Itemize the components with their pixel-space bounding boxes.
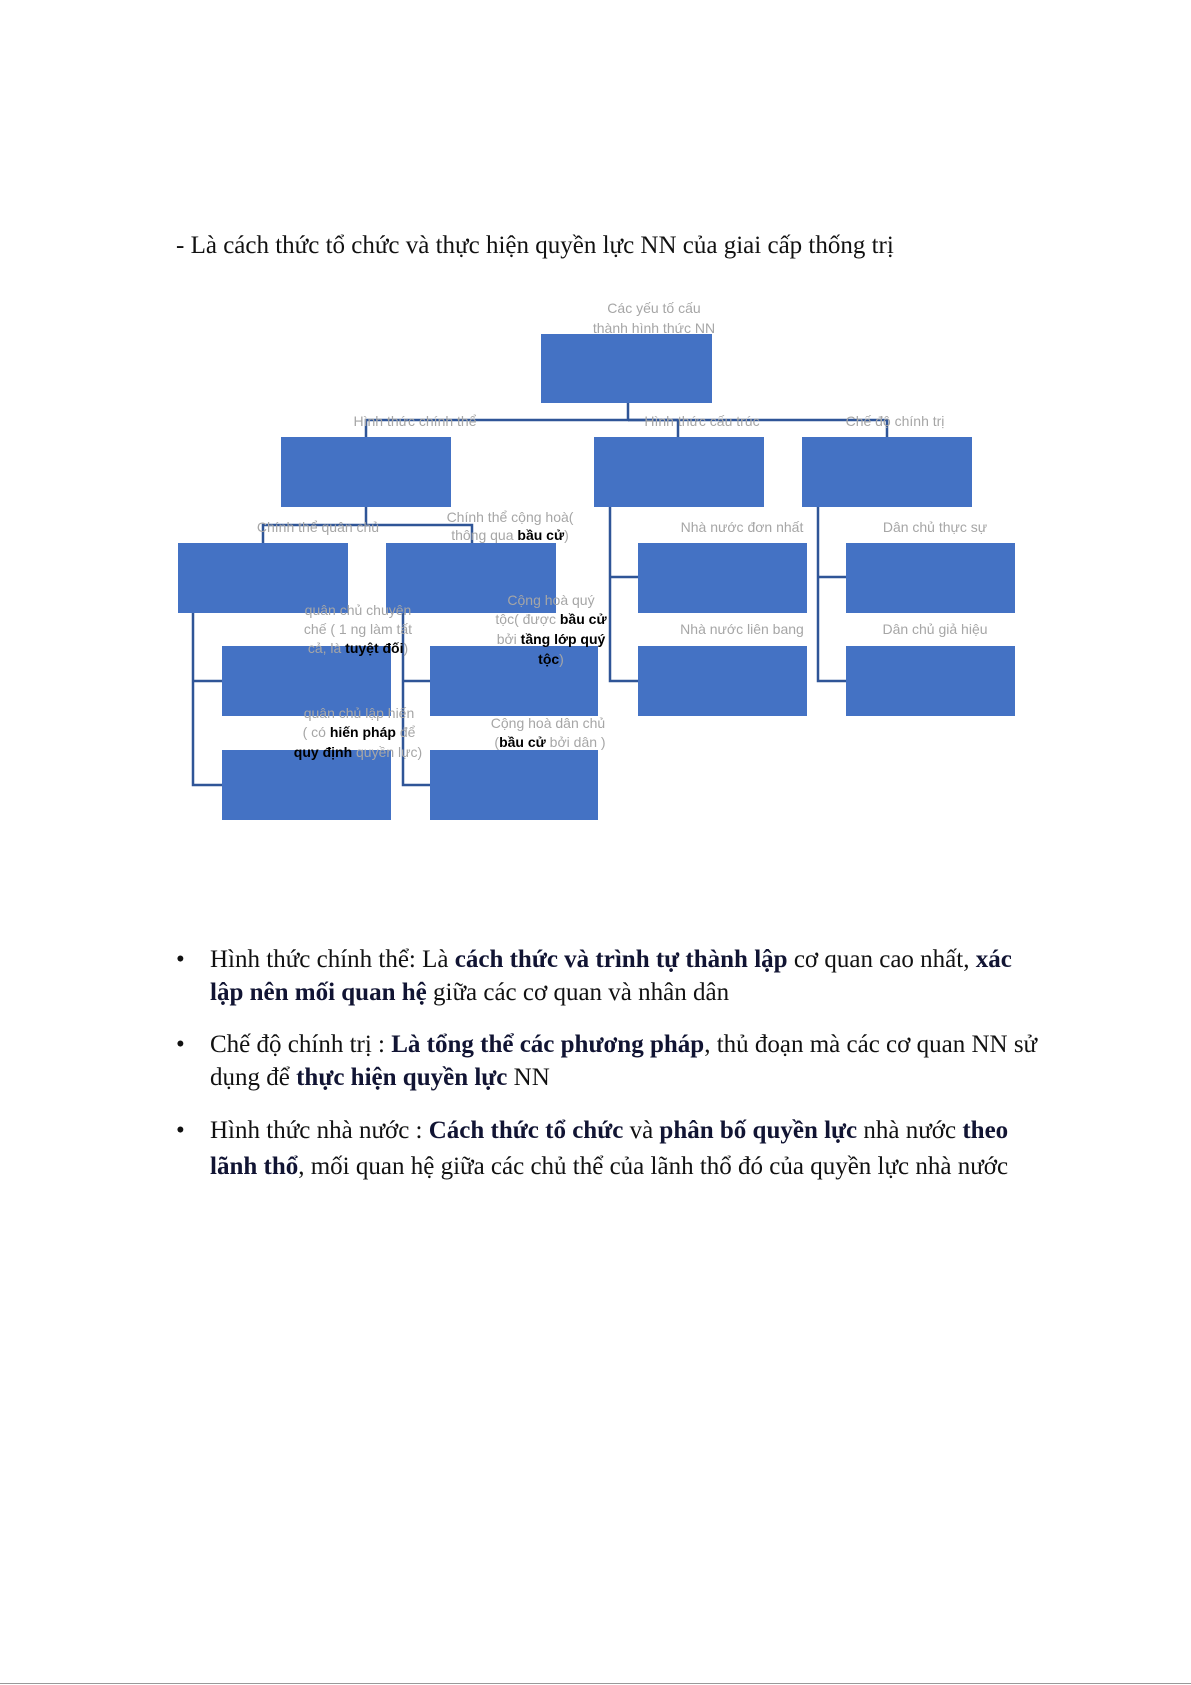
label-ch-dan-chu-line1: Cộng hoà dân chủ: [490, 715, 606, 731]
bullet-text: , thủ đoạn mà các cơ quan NN sử dụng để: [210, 1031, 1038, 1091]
label-qc-lap-hien-line2: ( có hiến pháp để: [302, 724, 416, 740]
bullet-bold-text: cách thức và trình tự thành lập: [454, 946, 788, 973]
label-thuc-su: Dân chủ thực sự: [882, 519, 988, 535]
label-lien-bang: Nhà nước liên bang: [680, 621, 804, 637]
label-cong-hoa-line1: Chính thể cộng hoà(: [446, 509, 574, 525]
label-ch-quy-toc-line1: Cộng hoà quý: [507, 592, 595, 608]
label-root-line1: Các yếu tố cấu: [607, 300, 701, 316]
label-ch-dan-chu-line2: (bầu cử bởi dân ): [494, 734, 606, 750]
label-cong-hoa-line2: thông qua bầu cử): [451, 527, 569, 543]
bullet-text: giữa các cơ quan và nhân dân: [426, 979, 730, 1006]
bullet-text: , mối quan hệ giữa các chủ thể của lãnh thổ đó của quyền lực nhà nước: [298, 1153, 1009, 1180]
box-ch-quy-toc: [430, 646, 598, 716]
bullet-hinh-thuc: [176, 1113, 1046, 1185]
bullet-dot: •: [176, 1117, 185, 1144]
bullet-bold-text: phân bố quyền lực: [659, 1117, 858, 1144]
box-cau-truc: [594, 437, 764, 507]
box-root: [541, 334, 712, 403]
bullet-text: cơ quan cao nhất,: [787, 946, 976, 973]
label-che-do: Chế độ chính trị: [845, 413, 945, 429]
label-ch-quy-toc-line4: tộc): [538, 651, 564, 667]
box-chinh-the: [281, 437, 451, 507]
label-ch-quy-toc-line3: bởi tầng lớp quý: [496, 631, 606, 647]
label-root-line2: thành hình thức NN: [592, 320, 716, 336]
bullet-bold-text: theo lãnh thổ: [210, 1117, 1009, 1180]
label-qc-lap-hien-line3: quy định quyền lực): [293, 744, 423, 760]
box-lien-bang: [638, 646, 807, 716]
bullet-text: Hình thức chính thể: Là: [210, 946, 455, 973]
box-ch-dan-chu: [430, 750, 598, 820]
label-qc-lap-hien-line1: quân chủ lập hiến: [303, 705, 415, 721]
label-qc-chuyen-che-line3: cả, là tuyệt đối): [307, 640, 409, 656]
box-che-do: [802, 437, 972, 507]
bullet-bold-text: xác lập nên mối quan hệ: [210, 946, 1012, 1006]
box-thuc-su: [846, 543, 1015, 613]
label-ch-quy-toc-line2: tộc( được bầu cử: [495, 611, 607, 627]
bullet-bold-text: thực hiện quyền lực: [296, 1064, 508, 1091]
page-bottom-edge: [0, 1683, 1191, 1684]
bullet-text: Hình thức nhà nước :: [210, 1117, 429, 1144]
bullet-text: NN: [507, 1064, 550, 1091]
box-gia-hieu: [846, 646, 1015, 716]
label-chinh-the: Hình thức chính thể: [353, 413, 477, 429]
bullet-text: và: [623, 1117, 660, 1144]
bullet-dot: •: [176, 1031, 185, 1058]
label-cau-truc: Hình thức cấu trúc: [644, 413, 760, 429]
intro-text: - Là cách thức tổ chức và thực hiện quyền lực NN của giai cấp thống trị: [176, 232, 894, 259]
bullet-chinh-the: [176, 943, 1046, 1009]
label-qc-chuyen-che-line1: quân chủ chuyên: [304, 602, 412, 618]
box-qc-lap-hien: [222, 750, 391, 820]
bullet-text: nhà nước: [857, 1117, 963, 1144]
bullet-che-do: [176, 1028, 1046, 1094]
label-gia-hieu: Dân chủ giả hiệu: [882, 621, 988, 637]
label-qc-chuyen-che-line2: chế ( 1 ng làm tất: [303, 621, 413, 637]
label-don-nhat: Nhà nước đơn nhất: [680, 519, 804, 535]
box-don-nhat: [638, 543, 807, 613]
bullet-bold-text: Là tổng thể các phương pháp: [391, 1031, 705, 1058]
bullet-bold-text: Cách thức tổ chức: [428, 1117, 624, 1144]
bullet-text: Chế độ chính trị :: [210, 1031, 392, 1058]
label-quan-chu: Chính thể quân chủ: [256, 519, 380, 535]
bullet-dot: •: [176, 946, 185, 973]
definition-list: [176, 943, 1046, 1204]
